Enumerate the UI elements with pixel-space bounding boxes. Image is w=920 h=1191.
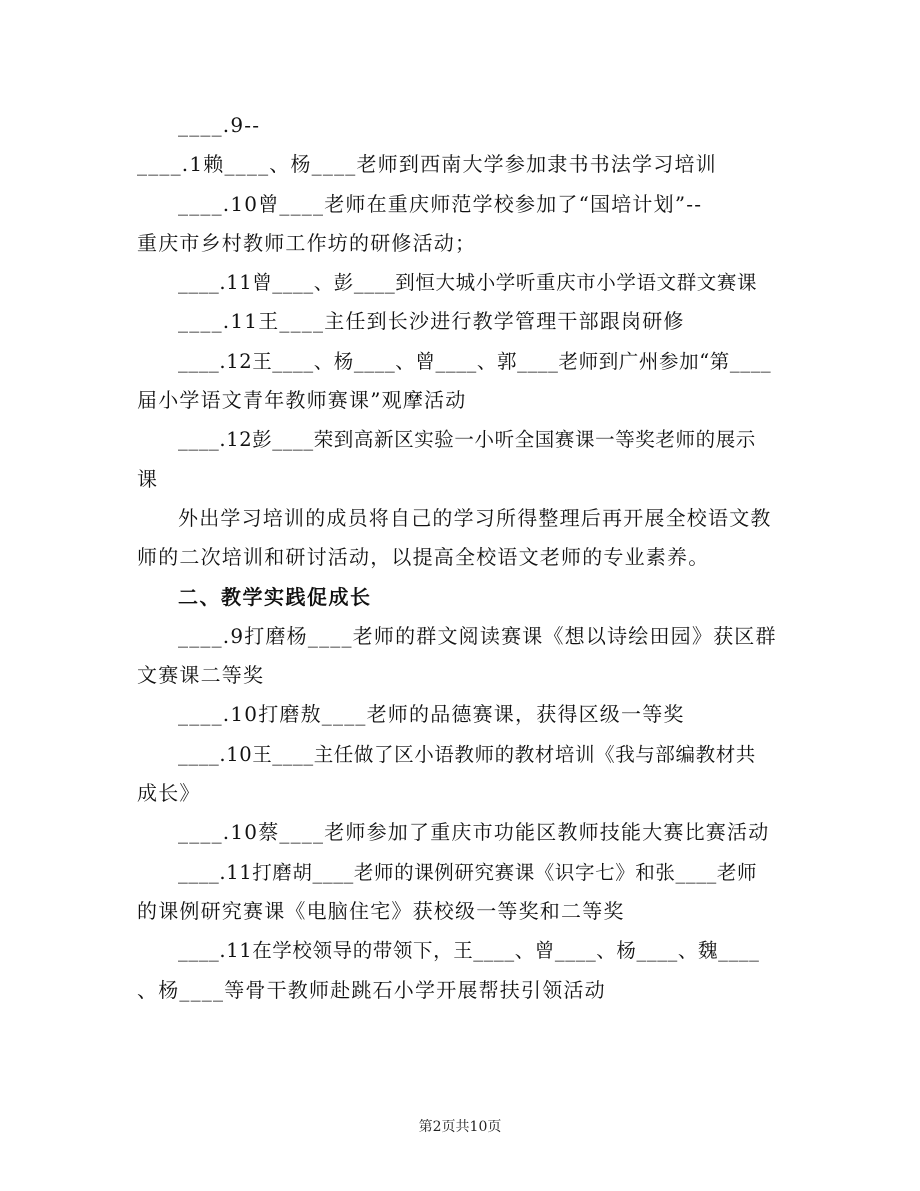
text-line: 外出学习培训的成员将自己的学习所得整理后再开展全校语文教 <box>178 505 772 530</box>
text-line: ____.10打磨敖____老师的品德赛课，获得区级一等奖 <box>178 702 685 727</box>
text-line: 的课例研究赛课《电脑住宅》获校级一等奖和二等奖 <box>137 898 625 923</box>
text-line: ____.11王____主任到长沙进行教学管理干部跟岗研修 <box>178 309 685 334</box>
text-line: ____.11打磨胡____老师的课例研究赛课《识字七》和张____老师 <box>178 860 758 884</box>
text-line: ____.11曾____、彭____到恒大城小学听重庆市小学语文群文赛课 <box>178 271 758 295</box>
document-body <box>137 106 787 1010</box>
text-line: ____.11在学校领导的带领下，王____、曾____、杨____、魏____ <box>178 939 760 963</box>
text-line: ____.10曾____老师在重庆师范学校参加了“国培计划”-- <box>178 191 703 216</box>
text-line: 重庆市乡村教师工作坊的研修活动； <box>137 230 477 255</box>
text-line: ____.9打磨杨____老师的群文阅读赛课《想以诗绘田园》获区群 <box>178 623 777 648</box>
text-line: ____.10王____主任做了区小语教师的教材培训《我与部编教材共 <box>178 742 756 766</box>
text-line: 、杨____等骨干教师赴跳石小学开展帮扶引领活动 <box>137 977 606 1002</box>
text-line: 师的二次培训和研讨活动，以提高全校语文老师的专业素养。 <box>137 545 710 570</box>
text-line: 成长》 <box>137 781 201 806</box>
text-line: ____.12王____、杨____、曾____、郭____老师到广州参加“第____ <box>178 349 772 373</box>
section-heading: 二、教学实践促成长 <box>178 584 372 609</box>
text-line: ____.9-- <box>178 113 261 137</box>
text-line: 文赛课二等奖 <box>137 663 265 688</box>
text-line: ____.1赖____、杨____老师到西南大学参加隶书书法学习培训 <box>137 152 717 177</box>
text-line: 课 <box>137 466 159 491</box>
page-number-footer: 第2页共10页 <box>418 1119 502 1135</box>
text-line: 届小学语文青年教师赛课”观摩活动 <box>137 388 467 413</box>
text-line: ____.12彭____荣到高新区实验一小听全国赛课一等奖老师的展示 <box>178 428 756 452</box>
text-line: ____.10蔡____老师参加了重庆市功能区教师技能大赛比赛活动 <box>178 820 770 845</box>
